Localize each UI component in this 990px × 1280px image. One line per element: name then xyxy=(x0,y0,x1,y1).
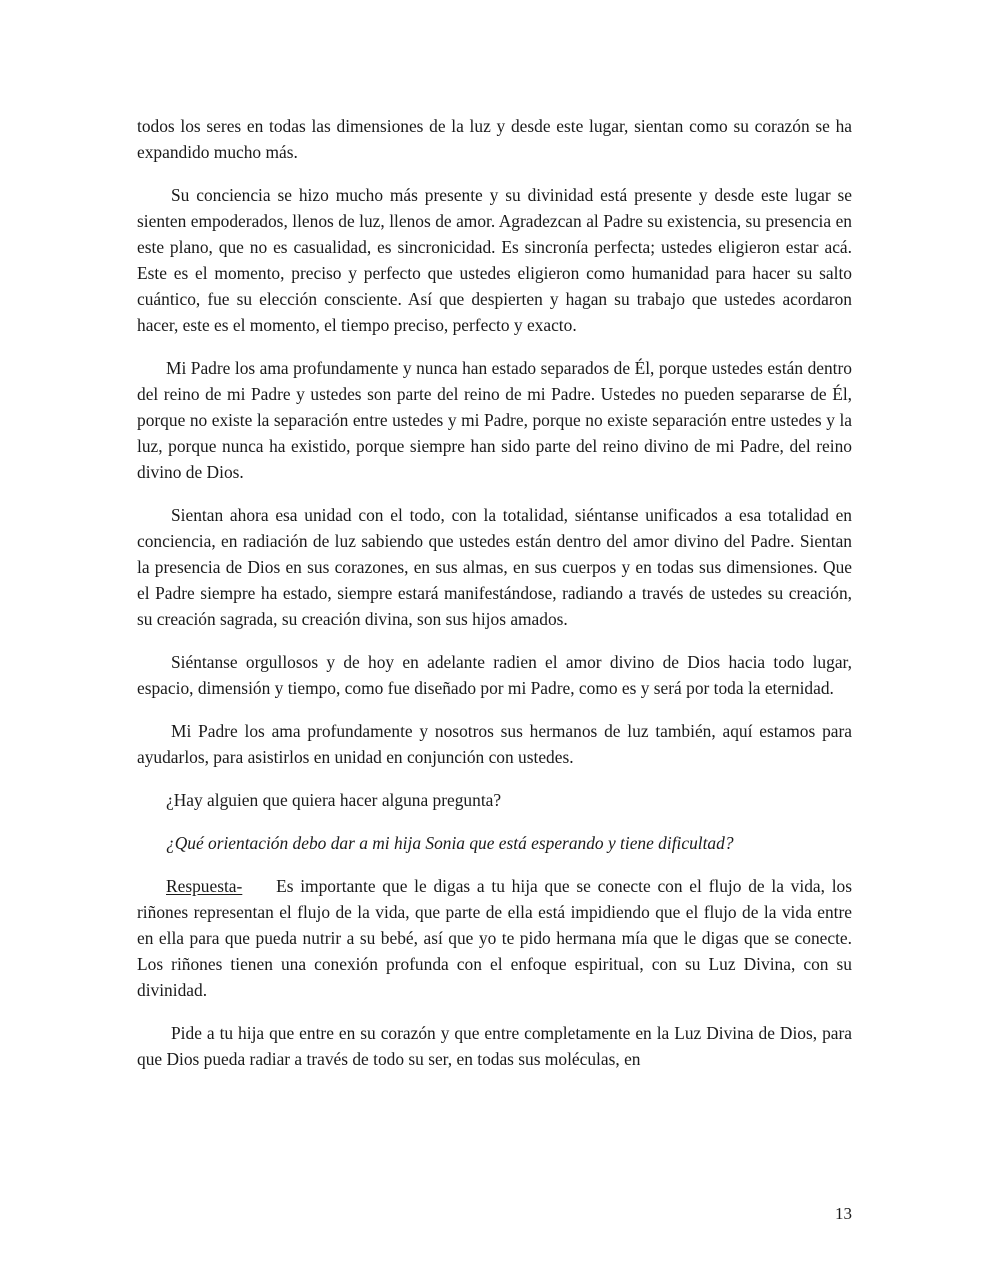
paragraph-pregunta-invite: ¿Hay alguien que quiera hacer alguna pregunta? xyxy=(166,790,502,810)
paragraph-padre-ama: Mi Padre los ama profundamente y nunca han estado separados de Él, porque ustedes están dentro del reino de mi Padre y ustedes son parte del reino de mi Padre. Ustedes no pueden separarse de Él, porque no existe la separación entre ustedes y mi Padre, porque no existe separación entre ustedes y la luz, porque nunca ha existido, porque siempre han sido parte del reino divino de mi Padre, del reino divino de Dios. xyxy=(137,358,852,482)
question-text: ¿Qué orientación debo dar a mi hija Sonia que está esperando y tiene dificultad? xyxy=(166,833,734,853)
answer-gap xyxy=(242,876,276,896)
paragraph-final: Pide a tu hija que entre en su corazón y que entre completamente en la Luz Divina de Dios, para que Dios pueda radiar a través de todo su ser, en todas sus moléculas, en xyxy=(137,1023,852,1069)
paragraph-conciencia: Su conciencia se hizo mucho más presente y su divinidad está presente y desde este lugar se sienten empoderados, llenos de luz, llenos de amor. Agradezcan al Padre su existencia, su presencia en este plano, que no es casualidad, es sincronicidad. Es sincronía perfecta; ustedes eligieron estar acá. Este es el momento, preciso y perfecto que ustedes eligieron como humanidad para hacer su salto cuántico, fue su elección consciente. Así que despierten y hagan su trabajo que ustedes acordaron hacer, este es el momento, el tiempo preciso, perfecto y exacto. xyxy=(137,185,852,335)
answer-label: Respuesta- xyxy=(166,876,243,896)
paragraph-unidad: Sientan ahora esa unidad con el todo, con la totalidad, siéntanse unificados a esa totalidad en conciencia, en radiación de luz sabiendo que ustedes están dentro del amor divino del Padre. Sientan la presencia de Dios en sus corazones, en sus almas, en sus cuerpos y en todas sus dimensiones. Que el Padre siempre ha estado, siempre estará manifestándose, radiando a través de ustedes su creación, su creación sagrada, su creación divina, son sus hijos amados. xyxy=(137,505,852,629)
page-number: 13 xyxy=(835,1204,852,1223)
document-page xyxy=(137,113,852,1089)
paragraph-continuation: todos los seres en todas las dimensiones de la luz y desde este lugar, sientan como su corazón se ha expandido mucho más. xyxy=(137,116,852,162)
answer-paragraph xyxy=(137,873,852,1003)
answer-text: Es importante que le digas a tu hija que se conecte con el flujo de la vida, los riñones representan el flujo de la vida, que parte de ella está impidiendo que el flujo de la vida entre en ella para que pueda nutrir a su bebé, así que yo te pido hermana mía que le digas que se conecte. Los riñones tienen una conexión profunda con el enfoque espiritual, con su Luz Divina, con su divinidad. xyxy=(137,876,853,1000)
paragraph-orgullosos: Siéntanse orgullosos y de hoy en adelante radien el amor divino de Dios hacia todo lugar, espacio, dimensión y tiempo, como fue diseñado por mi Padre, como es y será por toda la eternidad. xyxy=(137,652,852,698)
paragraph-hermanos-luz: Mi Padre los ama profundamente y nosotros sus hermanos de luz también, aquí estamos para ayudarlos, para asistirlos en unidad en conjunción con ustedes. xyxy=(137,721,852,767)
